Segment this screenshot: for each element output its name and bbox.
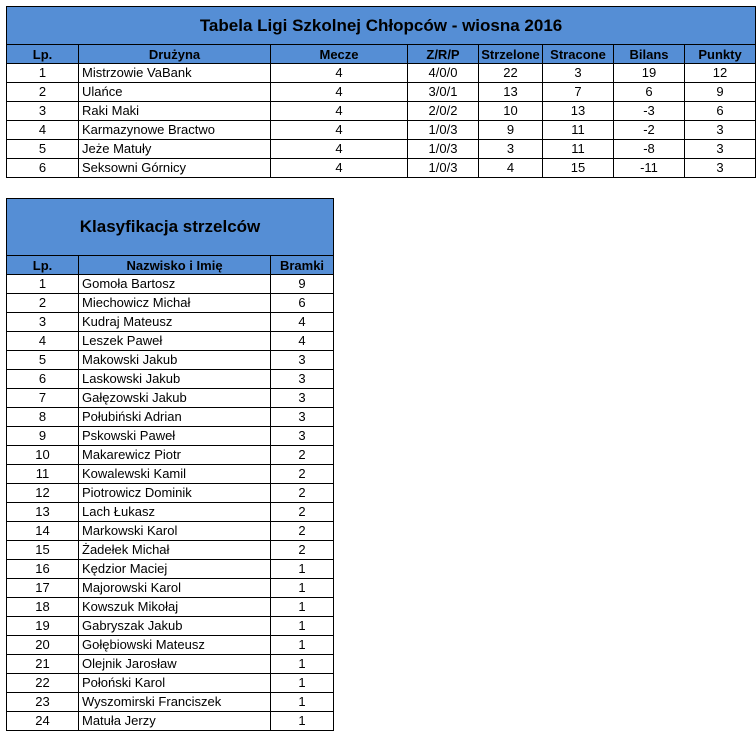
scorers-cell: Kowalewski Kamil xyxy=(79,465,271,484)
table-row xyxy=(7,617,334,636)
league-cell: 9 xyxy=(685,83,756,102)
scorers-cell: 1 xyxy=(271,693,334,712)
scorers-cell: 3 xyxy=(271,427,334,446)
league-cell: 4 xyxy=(271,121,408,140)
scorers-cell: Kowszuk Mikołaj xyxy=(79,598,271,617)
scorers-cell: Pskowski Paweł xyxy=(79,427,271,446)
scorers-cell: 9 xyxy=(271,275,334,294)
league-cell: -11 xyxy=(614,159,685,178)
league-cell: 22 xyxy=(479,64,543,83)
league-cell: Jeże Matuły xyxy=(79,140,271,159)
table-row xyxy=(7,503,334,522)
table-row xyxy=(7,636,334,655)
league-cell: 1 xyxy=(7,64,79,83)
scorers-cell: 3 xyxy=(7,313,79,332)
scorers-cell: Makarewicz Piotr xyxy=(79,446,271,465)
league-cell: Seksowni Górnicy xyxy=(79,159,271,178)
scorers-cell: Kędzior Maciej xyxy=(79,560,271,579)
scorers-header-cell: Bramki xyxy=(271,256,334,275)
scorers-cell: 14 xyxy=(7,522,79,541)
league-cell: 13 xyxy=(543,102,614,121)
scorers-cell: Kudraj Mateusz xyxy=(79,313,271,332)
league-cell: -8 xyxy=(614,140,685,159)
league-cell: -3 xyxy=(614,102,685,121)
scorers-cell: Połubiński Adrian xyxy=(79,408,271,427)
league-header-cell: Bilans xyxy=(614,45,685,64)
league-cell: 11 xyxy=(543,121,614,140)
table-row xyxy=(7,560,334,579)
scorers-cell: 22 xyxy=(7,674,79,693)
table-row xyxy=(7,579,334,598)
table-row xyxy=(7,275,334,294)
scorers-cell: 1 xyxy=(271,655,334,674)
table-row xyxy=(7,159,756,178)
league-cell: 4 xyxy=(7,121,79,140)
league-cell: Ulańce xyxy=(79,83,271,102)
league-header-cell: Punkty xyxy=(685,45,756,64)
league-cell: 1/0/3 xyxy=(408,121,479,140)
scorers-cell: Majorowski Karol xyxy=(79,579,271,598)
table-row xyxy=(7,370,334,389)
league-cell: 12 xyxy=(685,64,756,83)
scorers-cell: Laskowski Jakub xyxy=(79,370,271,389)
scorers-table xyxy=(6,198,334,731)
league-cell: 3/0/1 xyxy=(408,83,479,102)
scorers-cell: 2 xyxy=(271,522,334,541)
scorers-cell: 2 xyxy=(7,294,79,313)
scorers-cell: 23 xyxy=(7,693,79,712)
scorers-title: Klasyfikacja strzelców xyxy=(7,199,334,256)
scorers-cell: 20 xyxy=(7,636,79,655)
scorers-cell: Gołębiowski Mateusz xyxy=(79,636,271,655)
scorers-cell: 1 xyxy=(271,617,334,636)
scorers-cell: 10 xyxy=(7,446,79,465)
scorers-cell: Makowski Jakub xyxy=(79,351,271,370)
league-header-cell: Mecze xyxy=(271,45,408,64)
scorers-cell: 2 xyxy=(271,446,334,465)
table-row xyxy=(7,332,334,351)
table-row xyxy=(7,655,334,674)
scorers-cell: 21 xyxy=(7,655,79,674)
table-row xyxy=(7,465,334,484)
scorers-cell: 1 xyxy=(271,674,334,693)
league-header-cell: Stracone xyxy=(543,45,614,64)
league-cell: 1/0/3 xyxy=(408,140,479,159)
scorers-cell: 1 xyxy=(7,275,79,294)
league-cell: 19 xyxy=(614,64,685,83)
scorers-cell: 2 xyxy=(271,503,334,522)
league-cell: 3 xyxy=(543,64,614,83)
league-cell: 13 xyxy=(479,83,543,102)
scorers-cell: 1 xyxy=(271,579,334,598)
table-row xyxy=(7,64,756,83)
league-cell: 6 xyxy=(7,159,79,178)
league-cell: -2 xyxy=(614,121,685,140)
league-header-cell: Strzelone xyxy=(479,45,543,64)
scorers-cell: 13 xyxy=(7,503,79,522)
scorers-cell: 1 xyxy=(271,712,334,731)
league-cell: 11 xyxy=(543,140,614,159)
league-cell: 3 xyxy=(685,121,756,140)
table-row xyxy=(7,484,334,503)
scorers-cell: 2 xyxy=(271,541,334,560)
scorers-cell: 3 xyxy=(271,389,334,408)
scorers-cell: 15 xyxy=(7,541,79,560)
scorers-cell: 1 xyxy=(271,636,334,655)
table-row xyxy=(7,83,756,102)
table-row xyxy=(7,140,756,159)
league-header-cell: Lp. xyxy=(7,45,79,64)
league-cell: 2/0/2 xyxy=(408,102,479,121)
league-cell: 2 xyxy=(7,83,79,102)
table-row xyxy=(7,427,334,446)
league-cell: 6 xyxy=(614,83,685,102)
league-cell: 1/0/3 xyxy=(408,159,479,178)
league-table xyxy=(6,6,756,178)
scorers-cell: 7 xyxy=(7,389,79,408)
scorers-cell: 12 xyxy=(7,484,79,503)
table-row xyxy=(7,313,334,332)
scorers-cell: 2 xyxy=(271,484,334,503)
league-cell: 10 xyxy=(479,102,543,121)
table-row xyxy=(7,102,756,121)
league-cell: 4 xyxy=(479,159,543,178)
league-cell: 4 xyxy=(271,159,408,178)
scorers-cell: Gabryszak Jakub xyxy=(79,617,271,636)
table-row xyxy=(7,351,334,370)
table-row xyxy=(7,598,334,617)
league-cell: 4 xyxy=(271,102,408,121)
scorers-header-cell: Lp. xyxy=(7,256,79,275)
scorers-cell: 6 xyxy=(271,294,334,313)
league-title: Tabela Ligi Szkolnej Chłopców - wiosna 2016 xyxy=(7,7,756,45)
scorers-cell: 1 xyxy=(271,560,334,579)
league-header-row xyxy=(7,45,756,64)
scorers-cell: 4 xyxy=(271,332,334,351)
scorers-cell: 9 xyxy=(7,427,79,446)
scorers-cell: 3 xyxy=(271,351,334,370)
league-cell: 6 xyxy=(685,102,756,121)
scorers-cell: 18 xyxy=(7,598,79,617)
table-row xyxy=(7,389,334,408)
scorers-header-row xyxy=(7,256,334,275)
league-cell: 4 xyxy=(271,140,408,159)
scorers-cell: Miechowicz Michał xyxy=(79,294,271,313)
scorers-cell: 4 xyxy=(271,313,334,332)
league-body xyxy=(7,64,756,178)
league-cell: 15 xyxy=(543,159,614,178)
league-header-cell: Drużyna xyxy=(79,45,271,64)
scorers-cell: 4 xyxy=(7,332,79,351)
league-cell: 3 xyxy=(7,102,79,121)
scorers-cell: Markowski Karol xyxy=(79,522,271,541)
scorers-cell: Piotrowicz Dominik xyxy=(79,484,271,503)
league-cell: 4 xyxy=(271,83,408,102)
table-row xyxy=(7,522,334,541)
scorers-header-cell: Nazwisko i Imię xyxy=(79,256,271,275)
scorers-cell: 1 xyxy=(271,598,334,617)
scorers-cell: 19 xyxy=(7,617,79,636)
league-cell: 3 xyxy=(685,159,756,178)
league-cell: 3 xyxy=(685,140,756,159)
scorers-cell: Połoński Karol xyxy=(79,674,271,693)
league-cell: 4 xyxy=(271,64,408,83)
league-cell: Raki Maki xyxy=(79,102,271,121)
league-cell: 7 xyxy=(543,83,614,102)
league-cell: 4/0/0 xyxy=(408,64,479,83)
scorers-cell: 24 xyxy=(7,712,79,731)
scorers-cell: Lach Łukasz xyxy=(79,503,271,522)
scorers-cell: Olejnik Jarosław xyxy=(79,655,271,674)
table-row xyxy=(7,121,756,140)
league-cell: Karmazynowe Bractwo xyxy=(79,121,271,140)
league-cell: 3 xyxy=(479,140,543,159)
scorers-cell: Gałęzowski Jakub xyxy=(79,389,271,408)
league-cell: Mistrzowie VaBank xyxy=(79,64,271,83)
scorers-cell: Wyszomirski Franciszek xyxy=(79,693,271,712)
table-row xyxy=(7,693,334,712)
scorers-cell: 17 xyxy=(7,579,79,598)
scorers-cell: 2 xyxy=(271,465,334,484)
scorers-cell: Leszek Paweł xyxy=(79,332,271,351)
table-row xyxy=(7,294,334,313)
scorers-cell: 11 xyxy=(7,465,79,484)
table-row xyxy=(7,541,334,560)
league-header-cell: Z/R/P xyxy=(408,45,479,64)
scorers-cell: 3 xyxy=(271,408,334,427)
league-cell: 9 xyxy=(479,121,543,140)
scorers-cell: 5 xyxy=(7,351,79,370)
scorers-body xyxy=(7,275,334,731)
scorers-cell: 8 xyxy=(7,408,79,427)
table-row xyxy=(7,674,334,693)
scorers-cell: Gomoła Bartosz xyxy=(79,275,271,294)
table-row xyxy=(7,446,334,465)
scorers-cell: Żadełek Michał xyxy=(79,541,271,560)
scorers-cell: 16 xyxy=(7,560,79,579)
table-row xyxy=(7,408,334,427)
table-row xyxy=(7,712,334,731)
scorers-cell: 3 xyxy=(271,370,334,389)
scorers-cell: Matuła Jerzy xyxy=(79,712,271,731)
league-cell: 5 xyxy=(7,140,79,159)
scorers-cell: 6 xyxy=(7,370,79,389)
